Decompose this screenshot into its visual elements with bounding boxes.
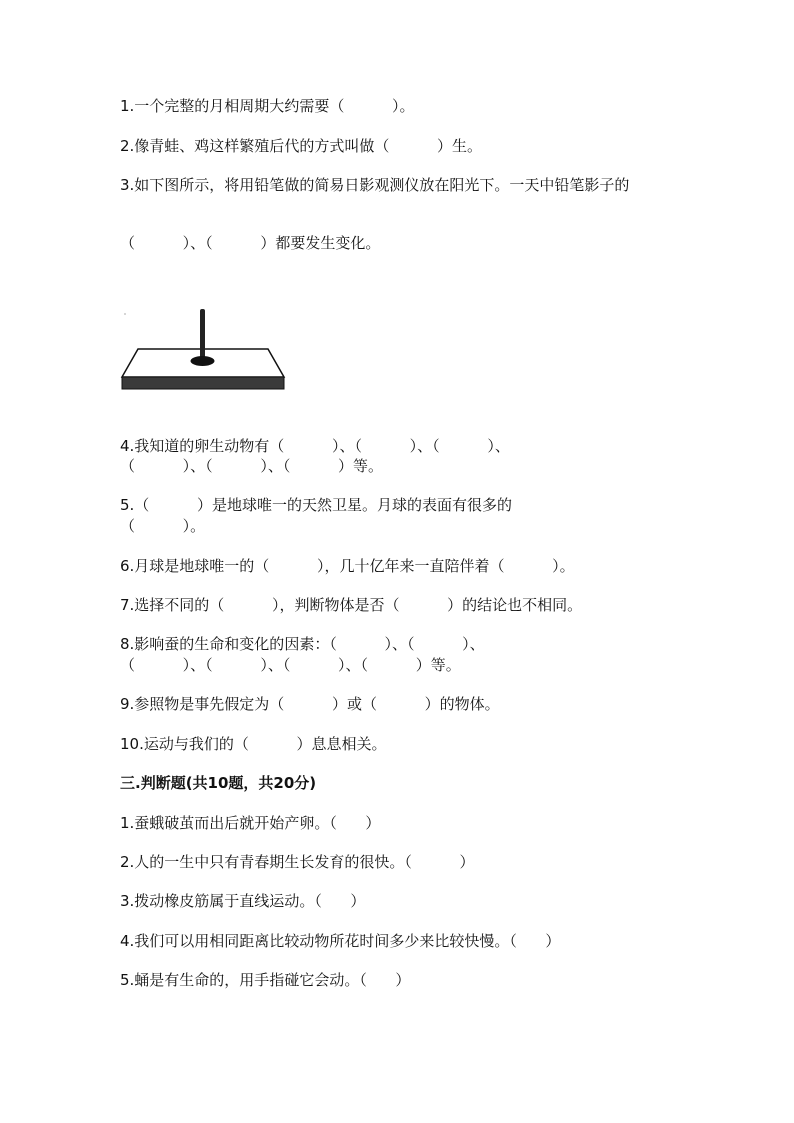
judge-question-1: 1.蚕蛾破茧而出后就开始产卵。（ ） (120, 814, 381, 832)
fill-question-6: 6.月球是地球唯一的（ ），几十亿年来一直陪伴着（ ）。 (120, 557, 575, 575)
fill-question-7: 7.选择不同的（ ），判断物体是否（ ）的结论也不相同。 (120, 596, 583, 614)
section-heading: 三.判断题(共10题，共20分) (120, 774, 317, 792)
judge-question-4: 4.我们可以用相同距离比较动物所花时间多少来比较快慢。（ ） (120, 932, 561, 950)
fill-question-9: 9.参照物是事先假定为（ ）或（ ）的物体。 (120, 695, 500, 713)
fill-question-10: 10.运动与我们的（ ）息息相关。 (120, 735, 387, 753)
fill-question-4-line-1: 4.我知道的卵生动物有（ ）、（ ）、（ ）、 (120, 437, 510, 455)
judge-question-2: 2.人的一生中只有青春期生长发育的很快。（ ） (120, 853, 475, 871)
fill-question-8-line-1: 8.影响蚕的生命和变化的因素：（ ）、（ ）、 (120, 635, 485, 653)
board-front (122, 377, 284, 389)
judge-question-3: 3.拨动橡皮筋属于直线运动。（ ） (120, 892, 366, 910)
pencil-base (191, 356, 215, 366)
pencil (200, 309, 205, 359)
fill-question-5-line-1: 5.（ ）是地球唯一的天然卫星。月球的表面有很多的 (120, 496, 512, 514)
sundial-figure (118, 305, 288, 397)
fill-question-2: 2.像青蛙、鸡这样繁殖后代的方式叫做（ ）生。 (120, 137, 482, 155)
fill-question-5-line-2: （ ）。 (120, 517, 206, 535)
fill-question-3-line-1: 3.如下图所示，将用铅笔做的简易日影观测仪放在阳光下。一天中铅笔影子的 (120, 176, 630, 194)
fill-question-1: 1.一个完整的月相周期大约需要（ ）。 (120, 97, 415, 115)
judge-question-5: 5.蛹是有生命的，用手指碰它会动。（ ） (120, 971, 411, 989)
fill-question-4-line-2: （ ）、（ ）、（ ）等。 (120, 457, 384, 475)
fill-question-8-line-2: （ ）、（ ）、（ ）、（ ）等。 (120, 656, 461, 674)
fill-question-3-line-2: （ ）、（ ）都要发生变化。 (120, 234, 381, 252)
